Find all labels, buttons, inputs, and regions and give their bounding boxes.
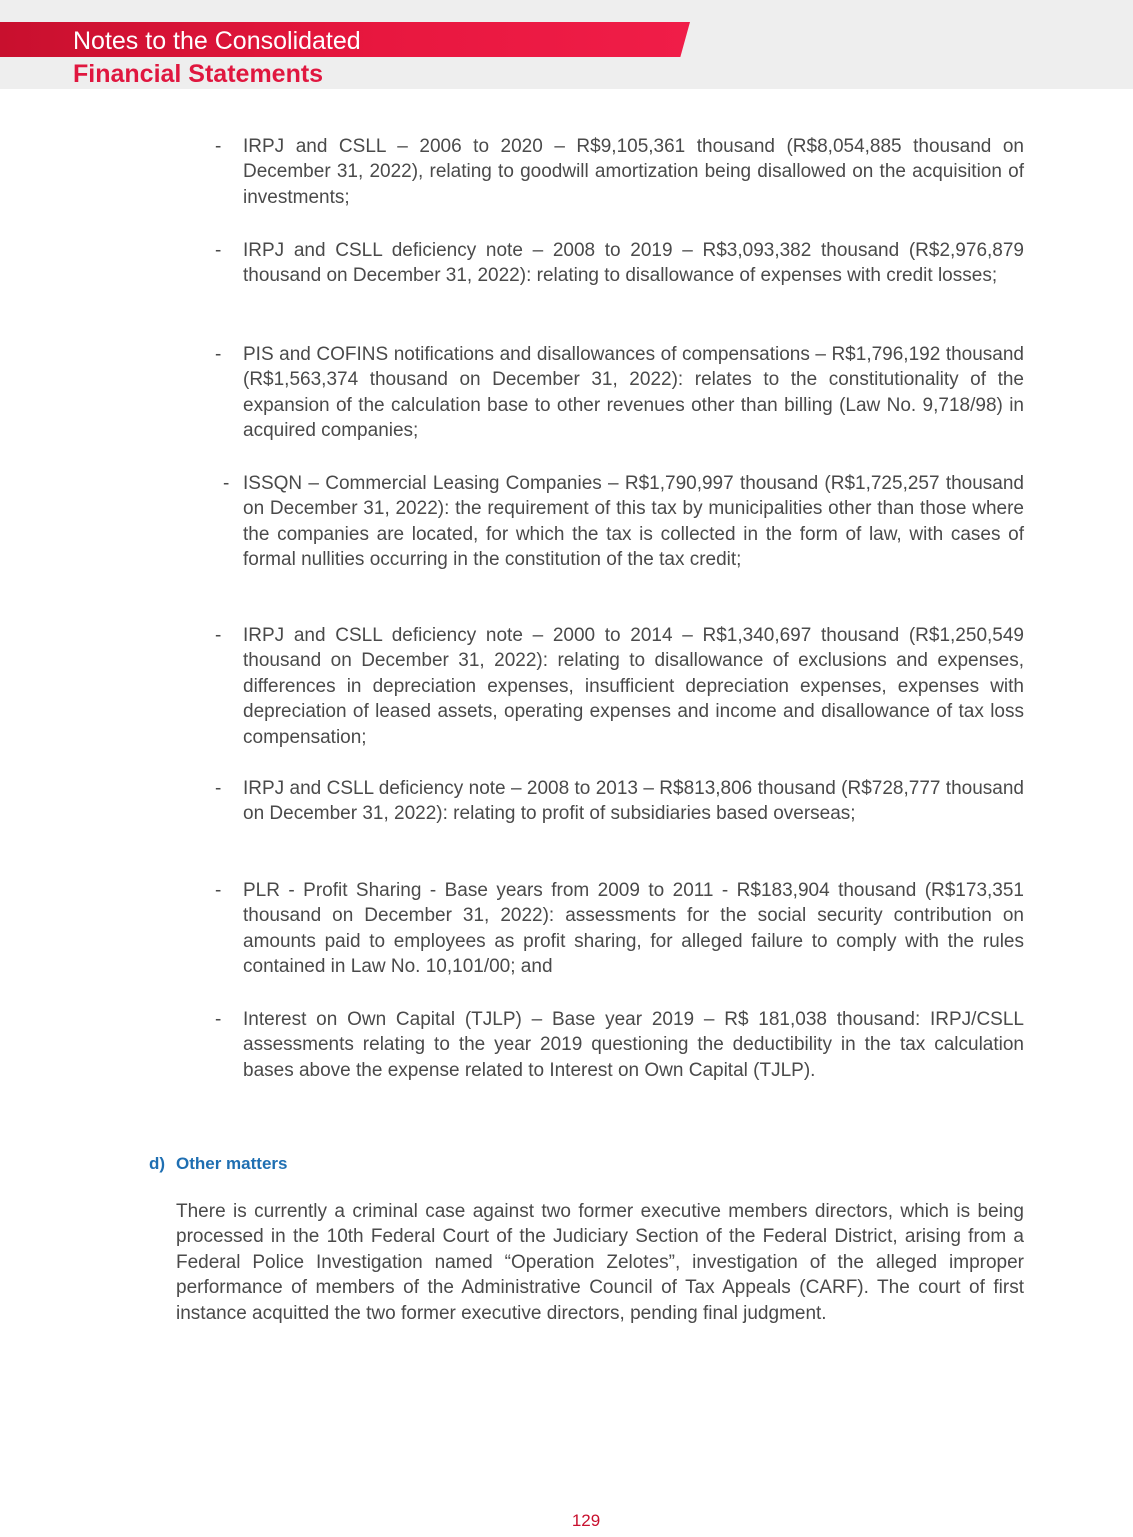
section-title: Other matters [176,1154,288,1173]
section-heading-other-matters [149,1153,287,1175]
list-item: ISSQN – Commercial Leasing Companies – R$1,790,997 thousand (R$1,725,257 thousand on December 31, 2022): the requirement of this tax by municipalities other than those where the companies are located, for which the tax is collected in the form of law, with cases of formal nullities occurring in the constitution of the tax credit; [243,473,1024,571]
bullet-dash: - [215,1009,222,1030]
bullet-dash: - [215,778,222,799]
header-subtitle: Financial Statements [73,60,324,88]
page-number: 129 [571,1511,601,1530]
bullet-dash: - [215,625,222,646]
list-item: IRPJ and CSLL deficiency note – 2008 to 2019 – R$3,093,382 thousand (R$2,976,879 thousand on December 31, 2022): relating to disallowance of expenses with credit losses; [243,240,1024,287]
list-item: IRPJ and CSLL deficiency note – 2000 to 2014 – R$1,340,697 thousand (R$1,250,549 thousand on December 31, 2022): relating to disallowance of exclusions and expenses, differences in depreciation expenses, insufficient depreciation expenses, expenses with depreciation of leased assets, operating expenses and income and disallowance of tax loss compensation; [243,625,1024,748]
page-header [0,0,1133,89]
bullet-dash: - [215,880,222,901]
list-item: IRPJ and CSLL – 2006 to 2020 – R$9,105,361 thousand (R$8,054,885 thousand on December 31, 2022), relating to goodwill amortization being disallowed on the acquisition of investments; [243,136,1024,208]
list-item: Interest on Own Capital (TJLP) – Base year 2019 – R$ 181,038 thousand: IRPJ/CSLL assessments relating to the year 2019 questioning the deductibility in the tax calculation bases above the expense related to Interest on Own Capital (TJLP). [243,1009,1024,1081]
list-item: PLR - Profit Sharing - Base years from 2009 to 2011 - R$183,904 thousand (R$173,351 thousand on December 31, 2022): assessments for the social security contribution on amounts paid to employees as profit sharing, for alleged failure to comply with the rules contained in Law No. 10,101/00; and [243,880,1024,978]
bullet-dash: - [215,240,222,261]
other-matters-paragraph: There is currently a criminal case against two former executive members directors, which is being processed in the 10th Federal Court of the Judiciary Section of the Federal District, arising from a Federal Police Investigation named “Operation Zelotes”, investigation of the alleged improper performance of members of the Administrative Council of Tax Appeals (CARF). The court of first instance acquitted the two former executive directors, pending final judgment. [176,1201,1024,1324]
bullet-dash: - [215,136,222,157]
bullet-dash: - [223,473,230,494]
bullet-dash: - [215,344,222,365]
list-item: IRPJ and CSLL deficiency note – 2008 to 2013 – R$813,806 thousand (R$728,777 thousand on December 31, 2022): relating to profit of subsidiaries based overseas; [243,778,1024,825]
header-title: Notes to the Consolidated [73,27,361,55]
section-letter: d) [149,1154,166,1173]
list-item: PIS and COFINS notifications and disallowances of compensations – R$1,796,192 thousand (R$1,563,374 thousand on December 31, 2022): relates to the constitutionality of the expansion of the calculation base to other revenues other than billing (Law No. 9,718/98) in acquired companies; [243,344,1024,442]
